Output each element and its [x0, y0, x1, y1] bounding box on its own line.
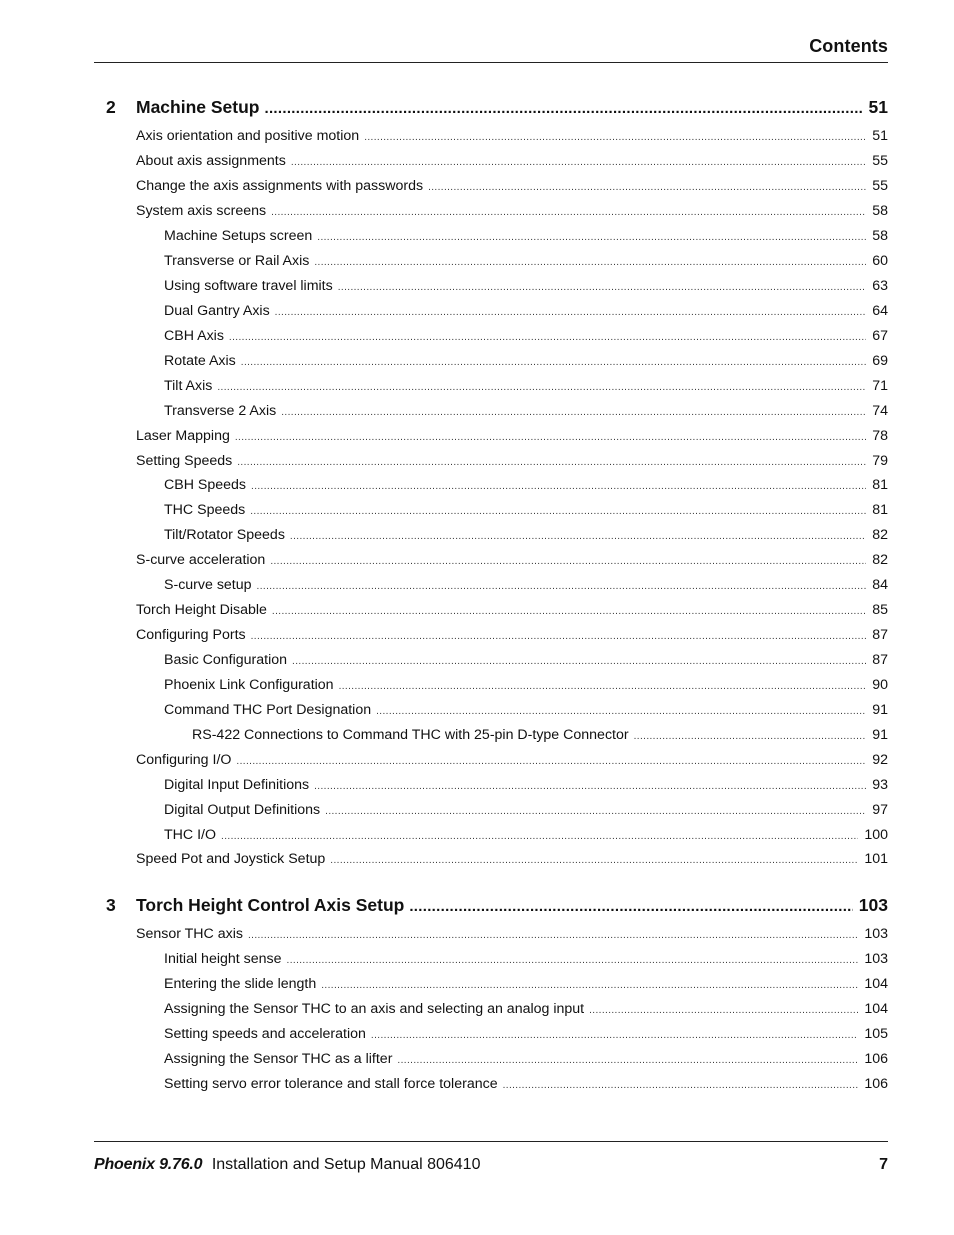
toc-entry[interactable]	[192, 727, 888, 747]
toc-entry-title: Using software travel limits	[164, 278, 333, 294]
toc-entry-page: 58	[872, 228, 888, 244]
toc-entry-title: About axis assignments	[136, 153, 286, 169]
toc-entry-title: Configuring I/O	[136, 752, 232, 768]
dot-leader	[270, 556, 866, 567]
chapter-page-number: 51	[868, 97, 888, 117]
dot-leader	[271, 207, 866, 218]
chapter-title: Machine Setup	[136, 97, 260, 117]
toc-entry-page: 63	[872, 278, 888, 294]
toc-entry-title: Torch Height Disable	[136, 602, 267, 618]
toc-entry-title: Command THC Port Designation	[164, 702, 372, 718]
toc-entry[interactable]	[164, 502, 888, 522]
dot-leader	[371, 1030, 858, 1041]
toc-entry-page: 100	[864, 827, 888, 843]
toc-entry-title: Change the axis assignments with passwords	[136, 178, 424, 194]
toc-entry-page: 93	[872, 777, 888, 793]
toc-entry[interactable]	[136, 851, 888, 871]
toc-entry[interactable]	[164, 1026, 888, 1046]
toc-entry-title: Initial height sense	[164, 951, 282, 967]
dot-leader	[275, 307, 866, 318]
toc-chapter-3[interactable]	[106, 895, 888, 919]
dot-leader	[287, 955, 859, 966]
toc-entry-page: 69	[872, 353, 888, 369]
toc-entry[interactable]	[136, 627, 888, 647]
toc-entry-page: 51	[872, 128, 888, 144]
toc-entry-page: 82	[872, 552, 888, 568]
dot-leader	[290, 531, 866, 542]
toc-entry[interactable]	[164, 1001, 888, 1021]
dot-leader	[321, 980, 858, 991]
toc-entry-title: S-curve acceleration	[136, 552, 266, 568]
toc-entry[interactable]	[164, 303, 888, 323]
dot-leader	[397, 1055, 858, 1066]
dot-leader	[503, 1080, 859, 1091]
toc-entry[interactable]	[164, 228, 888, 248]
toc-entry-page: 81	[872, 502, 888, 518]
dot-leader	[265, 100, 863, 117]
toc-entry-title: Phoenix Link Configuration	[164, 677, 334, 693]
toc-entry-title: Laser Mapping	[136, 428, 230, 444]
dot-leader	[237, 457, 866, 468]
toc-entry-page: 60	[872, 253, 888, 269]
chapter-title: Torch Height Control Axis Setup	[136, 895, 405, 915]
toc-entry[interactable]	[164, 951, 888, 971]
toc-entry-title: Digital Output Definitions	[164, 802, 321, 818]
toc-entry-title: Axis orientation and positive motion	[136, 128, 360, 144]
toc-entry-title: RS-422 Connections to Command THC with 25-pin D-type Connector	[192, 727, 629, 743]
toc-entry-title: Sensor THC axis	[136, 926, 243, 942]
dot-leader	[409, 898, 852, 915]
footer-manual-title: Installation and Setup Manual 806410	[211, 1156, 481, 1173]
dot-leader	[221, 831, 858, 842]
toc-entry-title: Dual Gantry Axis	[164, 303, 270, 319]
dot-leader	[330, 855, 858, 866]
toc-entry[interactable]	[164, 652, 888, 672]
toc-entry-title: Entering the slide length	[164, 976, 317, 992]
toc-entry[interactable]	[164, 477, 888, 497]
footer-rule	[94, 1141, 888, 1142]
dot-leader	[339, 681, 866, 692]
dot-leader	[251, 481, 866, 492]
toc-entry[interactable]	[164, 403, 888, 423]
toc-entry-title: Assigning the Sensor THC as a lifter	[164, 1051, 393, 1067]
dot-leader	[250, 506, 866, 517]
chapter-number: 2	[106, 97, 116, 117]
toc-entry-title: Setting Speeds	[136, 453, 233, 469]
chapter-page-number: 103	[858, 895, 888, 915]
toc-entry-page: 97	[872, 802, 888, 818]
toc-entry[interactable]	[136, 602, 888, 622]
toc-entry-title: THC Speeds	[164, 502, 246, 518]
header-rule	[94, 62, 888, 63]
toc-entry-page: 92	[872, 752, 888, 768]
toc-entry-page: 106	[864, 1076, 888, 1092]
dot-leader	[634, 731, 866, 742]
dot-leader	[281, 407, 866, 418]
dot-leader	[589, 1005, 858, 1016]
dot-leader	[236, 756, 866, 767]
toc-entry-page: 101	[864, 851, 888, 867]
toc-entry[interactable]	[136, 178, 888, 198]
toc-entry-page: 64	[872, 303, 888, 319]
toc-entry-title: S-curve setup	[164, 577, 252, 593]
toc-entry-page: 81	[872, 477, 888, 493]
toc-entry[interactable]	[164, 278, 888, 298]
page-header-title: Contents	[809, 36, 888, 56]
toc-entry-page: 85	[872, 602, 888, 618]
dot-leader	[257, 581, 866, 592]
toc-entry[interactable]	[164, 253, 888, 273]
dot-leader	[317, 232, 866, 243]
toc-entry[interactable]	[164, 527, 888, 547]
toc-entry-page: 91	[872, 702, 888, 718]
toc-entry[interactable]	[164, 378, 888, 398]
toc-entry-page: 104	[864, 1001, 888, 1017]
footer-product-name: Phoenix 9.76.0	[94, 1156, 203, 1173]
toc-entry[interactable]	[136, 428, 888, 448]
dot-leader	[376, 706, 866, 717]
toc-entry-title: Basic Configuration	[164, 652, 288, 668]
toc-entry[interactable]	[164, 677, 888, 697]
toc-entry[interactable]	[164, 827, 888, 847]
toc-entry-title: Machine Setups screen	[164, 228, 313, 244]
toc-entry-title: System axis screens	[136, 203, 267, 219]
toc-entry-page: 74	[872, 403, 888, 419]
toc-entry[interactable]	[136, 926, 888, 946]
toc-entry-title: Transverse 2 Axis	[164, 403, 277, 419]
toc-entry-page: 87	[872, 652, 888, 668]
toc-entry-page: 78	[872, 428, 888, 444]
toc-entry-page: 67	[872, 328, 888, 344]
toc-entry-title: Configuring Ports	[136, 627, 246, 643]
toc-entry-page: 82	[872, 527, 888, 543]
toc-entry-page: 90	[872, 677, 888, 693]
toc-entry[interactable]	[164, 1051, 888, 1071]
toc-entry[interactable]	[164, 328, 888, 348]
toc-entry-title: Tilt/Rotator Speeds	[164, 527, 285, 543]
toc-entry-title: Digital Input Definitions	[164, 777, 310, 793]
page-footer	[94, 1156, 888, 1178]
toc-entry-title: Setting speeds and acceleration	[164, 1026, 366, 1042]
toc-entry-title: THC I/O	[164, 827, 217, 843]
dot-leader	[364, 132, 866, 143]
toc-entry-page: 55	[872, 153, 888, 169]
toc-entry[interactable]	[164, 353, 888, 373]
toc-entry-page: 103	[864, 951, 888, 967]
toc-entry-page: 71	[872, 378, 888, 394]
dot-leader	[428, 182, 866, 193]
toc-entry-title: Speed Pot and Joystick Setup	[136, 851, 326, 867]
chapter-number: 3	[106, 895, 116, 915]
dot-leader	[251, 631, 866, 642]
toc-entry-title: CBH Axis	[164, 328, 224, 344]
dot-leader	[248, 930, 858, 941]
toc-entry[interactable]	[136, 153, 888, 173]
toc-entry[interactable]	[164, 702, 888, 722]
toc-entry-page: 84	[872, 577, 888, 593]
toc-entry[interactable]	[164, 577, 888, 597]
toc-entry-page: 87	[872, 627, 888, 643]
toc-entry[interactable]	[164, 777, 888, 797]
toc-entry-page: 105	[864, 1026, 888, 1042]
dot-leader	[235, 432, 866, 443]
footer-page-number: 7	[879, 1156, 888, 1173]
dot-leader	[338, 282, 866, 293]
dot-leader	[229, 332, 866, 343]
toc-entry[interactable]	[164, 802, 888, 822]
toc-entry-page: 104	[864, 976, 888, 992]
toc-entry-page: 55	[872, 178, 888, 194]
toc-entry-page: 79	[872, 453, 888, 469]
dot-leader	[241, 357, 866, 368]
dot-leader	[314, 257, 866, 268]
toc-entry-title: Assigning the Sensor THC to an axis and selecting an analog input	[164, 1001, 585, 1017]
dot-leader	[291, 157, 866, 168]
dot-leader	[217, 382, 866, 393]
dot-leader	[292, 656, 866, 667]
toc-entry[interactable]	[136, 128, 888, 148]
dot-leader	[325, 806, 866, 817]
toc-entry-title: Tilt Axis	[164, 378, 213, 394]
toc-entry-title: Rotate Axis	[164, 353, 236, 369]
toc-entry-page: 106	[864, 1051, 888, 1067]
toc-entry[interactable]	[136, 752, 888, 772]
toc-chapter-2[interactable]	[106, 97, 888, 121]
toc-entry-title: Setting servo error tolerance and stall force tolerance	[164, 1076, 498, 1092]
toc-entry-page: 91	[872, 727, 888, 743]
toc-entry[interactable]	[136, 552, 888, 572]
toc-entry[interactable]	[164, 976, 888, 996]
dot-leader	[272, 606, 866, 617]
toc-entry-title: Transverse or Rail Axis	[164, 253, 310, 269]
toc-entry-title: CBH Speeds	[164, 477, 247, 493]
toc-entry-page: 103	[864, 926, 888, 942]
dot-leader	[314, 781, 866, 792]
toc-entry[interactable]	[136, 453, 888, 473]
toc-entry[interactable]	[136, 203, 888, 223]
toc-entry[interactable]	[164, 1076, 888, 1096]
toc-entry-page: 58	[872, 203, 888, 219]
